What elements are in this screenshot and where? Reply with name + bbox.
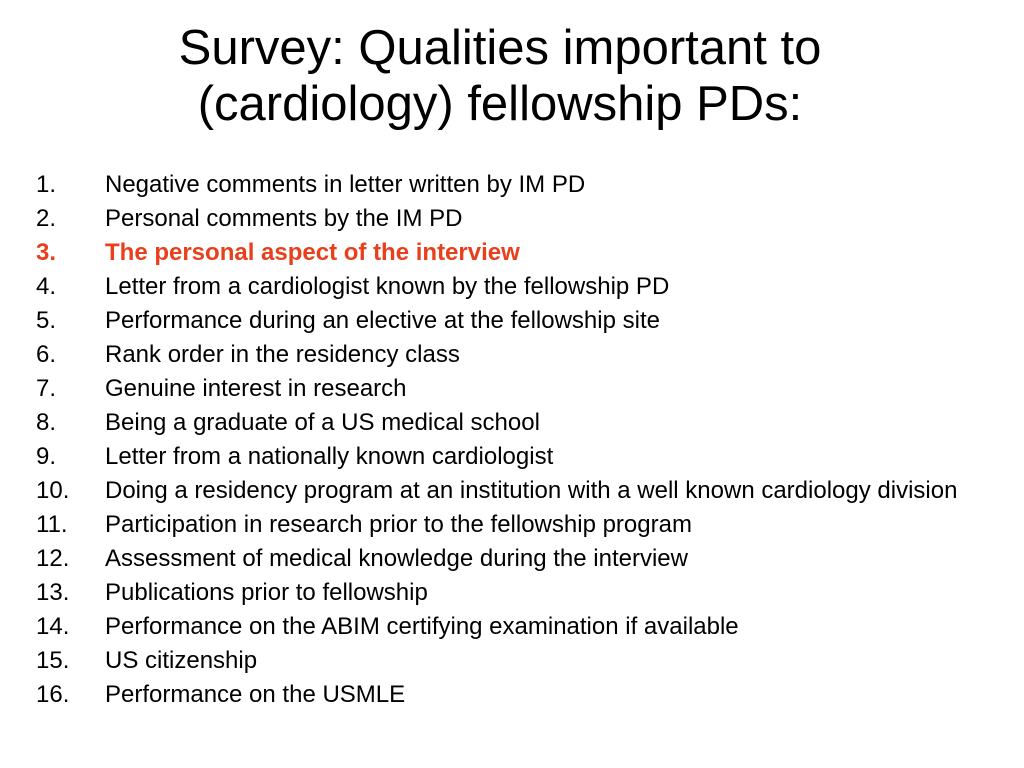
list-item bbox=[36, 342, 1021, 367]
list-item bbox=[36, 308, 1021, 333]
list-item-number: 4. bbox=[36, 273, 57, 300]
slide-title-line-1: Survey: Qualities important to bbox=[178, 21, 822, 75]
list-item bbox=[36, 206, 1021, 231]
list-item-text: Negative comments in letter written by IM PD bbox=[105, 171, 586, 198]
list-item bbox=[36, 580, 1021, 605]
list-item-number: 10. bbox=[36, 477, 70, 504]
list-item-number: 14. bbox=[36, 613, 70, 640]
list-item bbox=[36, 512, 1021, 537]
list-item bbox=[36, 172, 1021, 197]
list-item-text: Doing a residency program at an institution with a well known cardiology division bbox=[105, 477, 958, 504]
list-item bbox=[36, 478, 1021, 503]
list-item-number: 9. bbox=[36, 443, 57, 470]
list-item-number: 6. bbox=[36, 341, 57, 368]
list-item-text: Performance during an elective at the fellowship site bbox=[105, 307, 660, 334]
list-item-number: 12. bbox=[36, 545, 70, 572]
list-item-text: Personal comments by the IM PD bbox=[105, 205, 463, 232]
list-item-number: 15. bbox=[36, 647, 70, 674]
list-item-number: 8. bbox=[36, 409, 57, 436]
list-item-number: 13. bbox=[36, 579, 70, 606]
list-item-text: Assessment of medical knowledge during the interview bbox=[105, 545, 688, 572]
list-item bbox=[36, 410, 1021, 435]
list-item-number: 11. bbox=[36, 511, 68, 538]
slide-title-line-2: (cardiology) fellowship PDs: bbox=[197, 77, 803, 131]
list-item-number: 1. bbox=[36, 171, 57, 198]
qualities-list bbox=[36, 172, 1021, 716]
list-item-number: 16. bbox=[36, 681, 70, 708]
list-item-text: Performance on the USMLE bbox=[105, 681, 406, 708]
list-item bbox=[36, 546, 1021, 571]
list-item-number: 2. bbox=[36, 205, 57, 232]
list-item bbox=[36, 614, 1021, 639]
list-item-text: US citizenship bbox=[105, 647, 258, 674]
list-item-number: 5. bbox=[36, 307, 57, 334]
list-item-text: Rank order in the residency class bbox=[105, 341, 460, 368]
list-item bbox=[36, 682, 1021, 707]
list-item-text: Publications prior to fellowship bbox=[105, 579, 428, 606]
list-item-text: Participation in research prior to the fellowship program bbox=[105, 511, 692, 538]
list-item bbox=[36, 240, 1021, 265]
list-item-text: The personal aspect of the interview bbox=[105, 239, 520, 266]
list-item-text: Genuine interest in research bbox=[105, 375, 407, 402]
list-item bbox=[36, 274, 1021, 299]
list-item bbox=[36, 444, 1021, 469]
list-item-text: Being a graduate of a US medical school bbox=[105, 409, 540, 436]
list-item-text: Performance on the ABIM certifying examination if available bbox=[105, 613, 739, 640]
list-item-text: Letter from a nationally known cardiologist bbox=[105, 443, 554, 470]
slide-title bbox=[0, 20, 1000, 132]
list-item bbox=[36, 648, 1021, 673]
list-item bbox=[36, 376, 1021, 401]
list-item-text: Letter from a cardiologist known by the fellowship PD bbox=[105, 273, 670, 300]
list-item-number: 7. bbox=[36, 375, 57, 402]
list-item-number: 3. bbox=[36, 239, 57, 266]
